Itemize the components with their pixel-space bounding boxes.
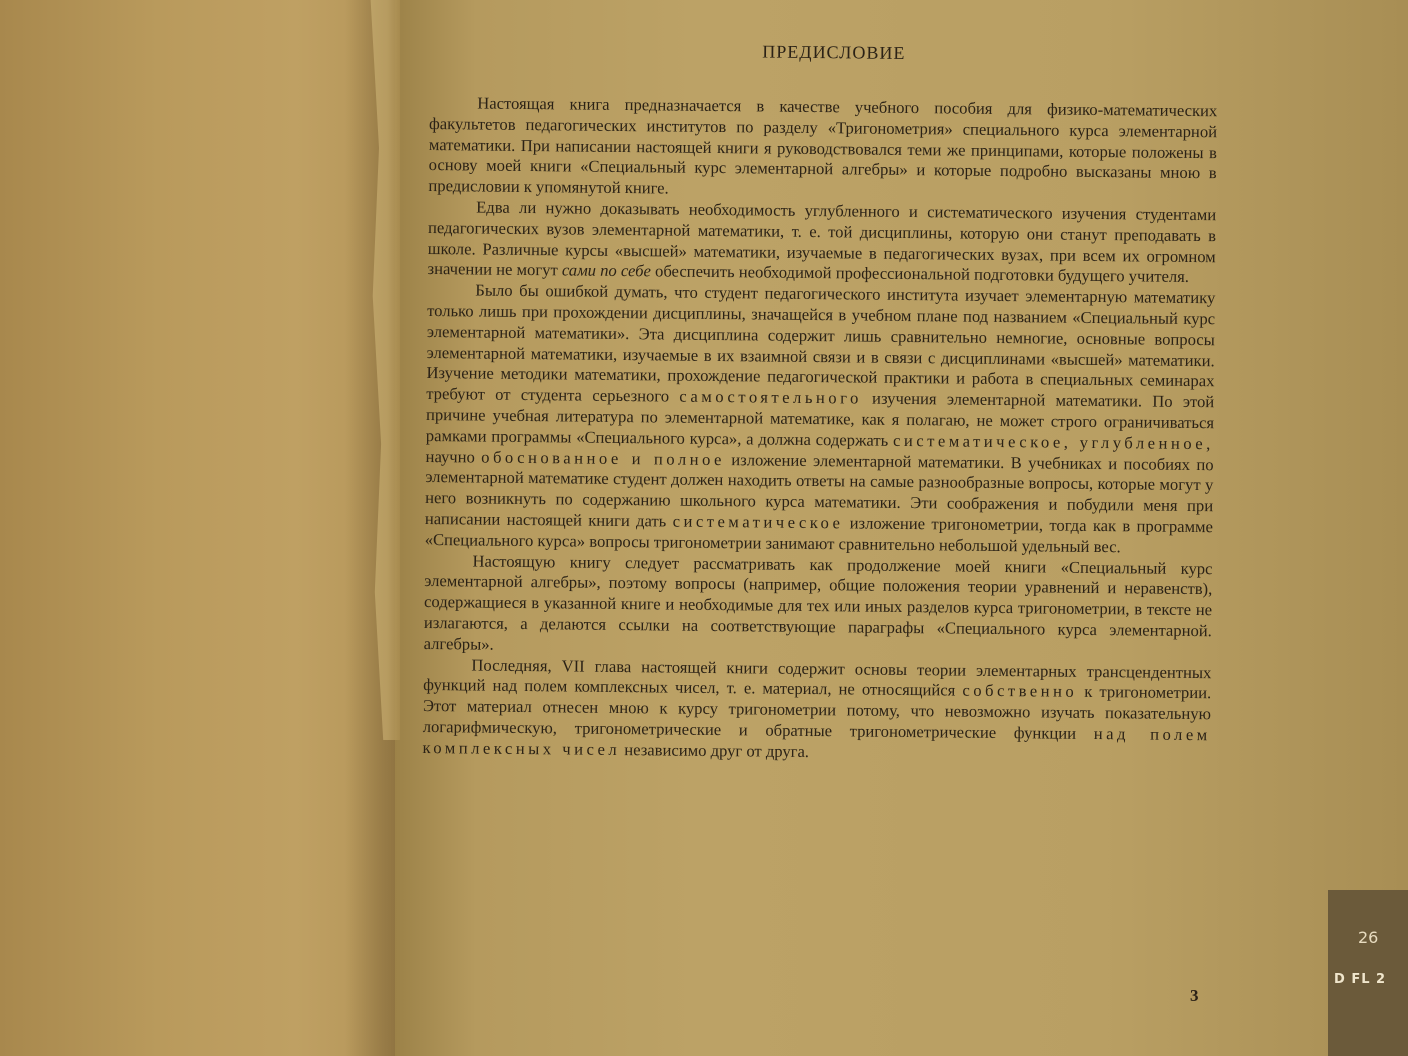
page-title: ПРЕДИСЛОВИЕ bbox=[762, 41, 906, 63]
page-number: 3 bbox=[1190, 986, 1199, 1005]
spaced-emphasis: над полем комплексных чисел bbox=[422, 723, 1211, 759]
spaced-emphasis: систематическое, углубленное, bbox=[892, 430, 1214, 453]
ruler-brand: D FL 2 bbox=[1334, 972, 1387, 987]
spaced-emphasis: систематическое bbox=[672, 511, 844, 533]
spaced-emphasis: собственно bbox=[962, 680, 1078, 702]
paragraph-2: Едва ли нужно доказывать необходимость углубленного и систематического изучения студентами педагогических вузов элементарной математики, т. е. той дисциплины, которую они станут преподавать в школе. Различные курсы «высшей» математики, изучаемые в педагогических вузах, при всем их огромном значении не могут сами по себе обеспечить необходимой профессиональной подготовки будущего учителя. bbox=[427, 197, 1217, 287]
left-page bbox=[0, 0, 395, 1056]
paragraph-1: Настоящая книга предназначается в качестве учебного пособия для физико-математических факультетов педагогических институтов по разделу «Тригонометрия» специального курса элементарной математики. При написании настоящей книги я руководствовался теми же принципами, которые положены в основу моей книги «Специальный курс элементарной алгебры» и которые подробно высказаны мною в предисловии к упомянутой книге. bbox=[428, 93, 1218, 198]
paragraph-3: Было бы ошибкой думать, что студент педагогического института изучает элементарную математику только лишь при прохождении дисциплины, значащейся в учебном плане под названием «Специальный курс элементарной математики». Эта дисциплина содержит лишь сравнительно немногие, основные вопросы элементарной математики, изучаемые в их взаимной связи и в связи с дисциплинами «высшей» математики. Изучение методики математики, прохождение педагогической практики и работа в специальных семинарах требуют от студента серьезного самостоятельного изучения элементарной математики. По этой причине учебная литература по элементарной математике, как я полагаю, не может строго ограничиваться рамками программы «Специального курса», а должна содержать систематическое, углубленное, научно обоснованное и полное изложение элементарной математики. В учебниках и пособиях по элементарной математике студент должен находить ответы на самые разнообразные вопросы, которые могут у него возникнуть по содержанию школьного курса математики. Эти соображения и побудили меня при написании настоящей книги дать систематическое изложение тригонометрии, тогда как в программе «Специального курса» вопросы тригонометрии занимают сравнительно небольшой удельный вес. bbox=[424, 280, 1216, 556]
paragraph-5: Последняя, VII глава настоящей книги содержит основы теории элементарных трансцендентных функций над полем комплексных чисел, т. е. материал, не относящийся собственно к тригонометрии. Этот материал отнесен мною к курсу тригонометрии потому, что невозможно изучать показательную логарифмическую, тригонометрические и обратные тригонометрические функции над полем комплексных чисел независимо друг от друга. bbox=[422, 654, 1212, 761]
spaced-emphasis: самостоятельного bbox=[679, 386, 862, 408]
spaced-emphasis: обоснованное и полное bbox=[481, 447, 726, 469]
page-text bbox=[422, 38, 1218, 767]
paragraph-4: Настоящую книгу следует рассматривать как продолжение моей книги «Специальный курс элементарной алгебры», поэтому вопросы (например, общие положения теории уравнений и неравенств), содержащиеся в указанной книге и необходимые для тех или иных разделов курса тригонометрии, в тексте не излагаются, а делаются ссылки на соответствующие параграфы «Специального курса элементарной. алгебры». bbox=[423, 551, 1213, 654]
emphasis-text: сами по себе bbox=[561, 260, 652, 281]
ruler-number: 26 bbox=[1358, 928, 1379, 947]
